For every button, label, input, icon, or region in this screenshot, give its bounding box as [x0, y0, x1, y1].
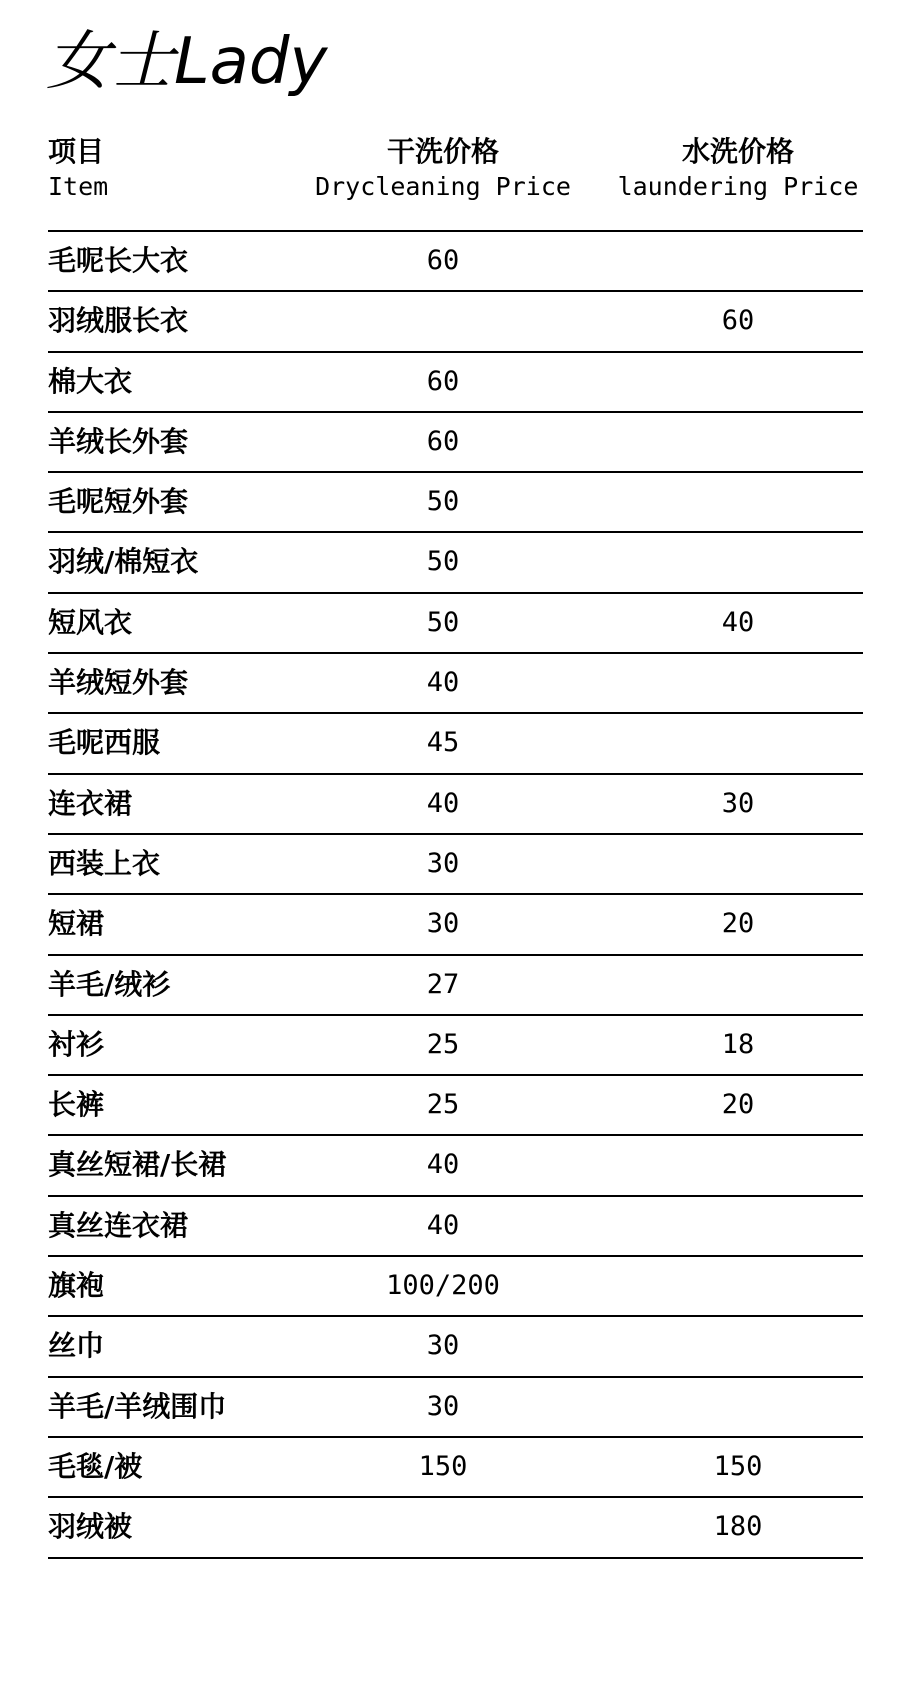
item-name: 毛毯/被: [48, 1449, 143, 1483]
table-row: [48, 1136, 863, 1196]
header-wet-en: laundering Price: [617, 172, 859, 201]
table-row: [48, 594, 863, 654]
item-name: 羽绒服长衣: [48, 304, 189, 338]
laundering-price: 60: [721, 305, 755, 337]
header-item-en: Item: [48, 172, 109, 201]
page-title: 女士Lady: [46, 25, 328, 99]
laundering-price: 150: [713, 1450, 763, 1482]
laundering-price: [593, 533, 883, 591]
drycleaning-price: 45: [426, 727, 460, 759]
drycleaning-price: 25: [426, 1089, 460, 1121]
item-name: 真丝连衣裙: [48, 1208, 189, 1242]
laundering-price: [593, 473, 883, 531]
table-row: [48, 232, 863, 292]
drycleaning-price: 100/200: [386, 1270, 500, 1302]
table-row: [48, 413, 863, 473]
item-name: 衬衫: [48, 1027, 105, 1061]
table-row: [48, 1438, 863, 1498]
table-row: [48, 1317, 863, 1377]
drycleaning-price: 40: [426, 787, 460, 819]
drycleaning-price: 30: [426, 1390, 460, 1422]
table-row: [48, 654, 863, 714]
item-name: 真丝短裙/长裙: [48, 1148, 227, 1182]
laundering-price: 20: [721, 908, 755, 940]
item-name: 丝巾: [48, 1329, 105, 1363]
laundering-price: [593, 1317, 883, 1375]
item-name: 羊毛/羊绒围巾: [48, 1389, 227, 1423]
item-name: 连衣裙: [48, 786, 133, 820]
laundering-price: [593, 413, 883, 471]
laundering-price: 18: [721, 1028, 755, 1060]
item-name: 短裙: [48, 907, 105, 941]
table-row: [48, 895, 863, 955]
laundering-price: [593, 1136, 883, 1194]
drycleaning-price: 60: [426, 365, 460, 397]
header-item-zh: 项目: [48, 135, 105, 168]
drycleaning-price: 27: [426, 968, 460, 1000]
drycleaning-price: [278, 1498, 608, 1556]
laundering-price: 40: [721, 606, 755, 638]
table-header: [48, 134, 863, 230]
drycleaning-price: 25: [426, 1028, 460, 1060]
table-row: [48, 1016, 863, 1076]
drycleaning-price: 30: [426, 908, 460, 940]
item-name: 毛呢长大衣: [48, 244, 189, 277]
laundering-price: 20: [721, 1089, 755, 1121]
table-row: [48, 353, 863, 413]
drycleaning-price: 30: [426, 1330, 460, 1362]
laundering-price: 180: [713, 1511, 763, 1543]
drycleaning-price: 40: [426, 1209, 460, 1241]
table-row: [48, 775, 863, 835]
item-name: 羊绒长外套: [48, 424, 189, 458]
drycleaning-price: 30: [426, 847, 460, 879]
drycleaning-price: 150: [418, 1450, 468, 1482]
table-row: [48, 1076, 863, 1136]
item-name: 羽绒被: [48, 1510, 133, 1544]
laundering-price: [593, 1378, 883, 1436]
item-name: 羽绒/棉短衣: [48, 545, 199, 579]
drycleaning-price: [278, 292, 608, 350]
item-name: 旗袍: [48, 1269, 105, 1303]
laundering-price: [593, 956, 883, 1014]
drycleaning-price: 50: [426, 486, 460, 518]
table-row: [48, 1498, 863, 1558]
header-item: [48, 134, 108, 204]
table-row: [48, 1378, 863, 1438]
table-row: [48, 714, 863, 774]
laundering-price: [593, 654, 883, 712]
table-row: [48, 473, 863, 533]
item-name: 羊绒短外套: [48, 666, 189, 700]
drycleaning-price: 60: [426, 425, 460, 457]
laundering-price: [593, 835, 883, 893]
drycleaning-price: 50: [426, 546, 460, 578]
table-row: [48, 956, 863, 1016]
laundering-price: [593, 1257, 883, 1315]
item-name: 长裤: [48, 1088, 105, 1122]
laundering-price: [593, 232, 883, 290]
item-name: 毛呢短外套: [48, 485, 189, 519]
item-name: 棉大衣: [48, 364, 133, 398]
item-name: 西装上衣: [48, 846, 161, 880]
header-dry-en: Drycleaning Price: [315, 172, 571, 201]
table-row: [48, 292, 863, 352]
laundering-price: [593, 1197, 883, 1255]
table-row: [48, 1257, 863, 1317]
drycleaning-price: 50: [426, 606, 460, 638]
table-row: [48, 835, 863, 895]
header-dry-zh: 干洗价格: [386, 135, 499, 168]
laundering-price: [593, 714, 883, 772]
drycleaning-price: 40: [426, 667, 460, 699]
table-row: [48, 533, 863, 593]
price-table: [48, 230, 863, 1559]
table-row: [48, 1197, 863, 1257]
laundering-price: 30: [721, 787, 755, 819]
item-name: 羊毛/绒衫: [48, 967, 171, 1001]
header-wet-zh: 水洗价格: [681, 135, 794, 168]
drycleaning-price: 40: [426, 1149, 460, 1181]
item-name: 短风衣: [48, 605, 133, 639]
header-dry: [278, 134, 608, 204]
laundering-price: [593, 353, 883, 411]
header-wet: [593, 134, 883, 204]
item-name: 毛呢西服: [48, 726, 161, 760]
drycleaning-price: 60: [426, 245, 460, 276]
